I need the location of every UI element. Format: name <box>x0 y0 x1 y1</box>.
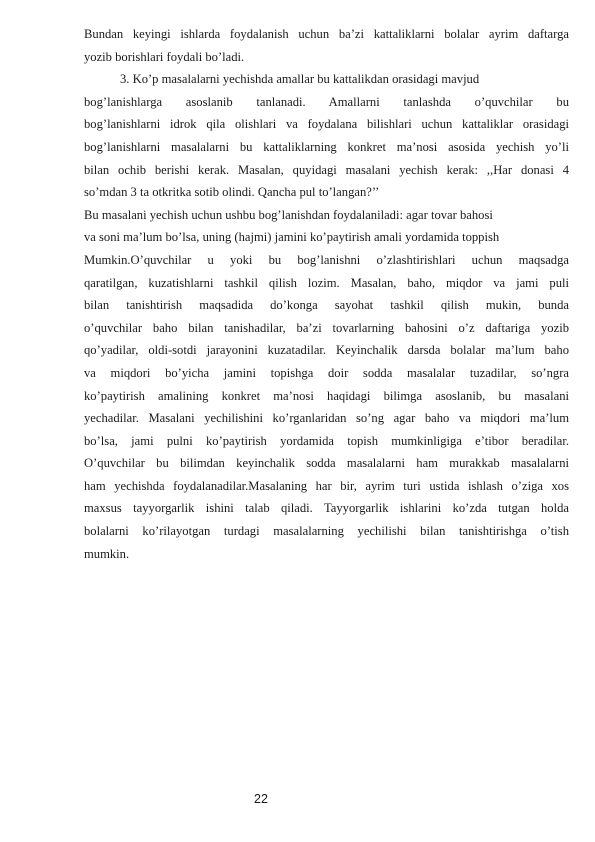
text-line: bilan tanishtirish maqsadida do’konga sayohat tashkil qilish mukin, bunda <box>84 298 569 313</box>
text-line: maxsus tayyorgarlik ishini talab qiladi. Tayyorgarlik ishlarini ko’zda tutgan holda <box>84 501 569 516</box>
text-line: ko’paytirish amalining konkret ma’nosi haqidagi bilimga asoslanib, bu masalani <box>84 388 569 403</box>
text-line: yechadilar. Masalani yechilishini ko’rganlaridan so’ng agar baho va miqdori ma’lum <box>84 411 569 426</box>
text-line: O’quvchilar bu bilimdan keyinchalik sodda masalalarni ham murakkab masalalarni <box>84 456 569 471</box>
text-line: yozib borishlari foydali bo’ladi. <box>84 49 245 64</box>
text-line: Bu masalani yechish uchun ushbu bog’lanishdan foydalaniladi: agar tovar bahosi <box>84 207 493 222</box>
text-line: bo’lsa, jami pulni ko’paytirish yordamida topish mumkinligiga e’tibor beradilar. <box>84 433 569 448</box>
text-line: so’mdan 3 ta otkritka sotib olindi. Qancha pul to’langan?’’ <box>84 185 380 200</box>
text-line: va miqdori bo’yicha jamini topishga doir sodda masalalar tuzadilar, so’ngra <box>84 365 569 380</box>
text-line: ham yechishda foydalanadilar.Masalaning har bir, ayrim turi ustida ishlash o’ziga xos <box>84 478 569 493</box>
text-line: bog’lanishlarni masalalarni bu kattaliklarning konkret ma’nosi asosida yechish yo’li <box>84 139 569 154</box>
text-line: mumkin. <box>84 546 130 561</box>
text-line: va soni ma’lum bo’lsa, uning (hajmi) jamini ko’paytirish amali yordamida toppish <box>84 230 500 245</box>
text-line: bog’lanishlarga asoslanib tanlanadi. Amallarni tanlashda o’quvchilar bu <box>84 94 569 109</box>
text-line: o’quvchilar baho bilan tanishadilar, ba’zi tovarlarning bahosini o’z daftariga yozib <box>84 320 569 335</box>
text-line: bilan ochib berishi kerak. Masalan, quyidagi masalani yechish kerak: ,,Har donasi 4 <box>84 162 569 177</box>
text-line: bog’lanishlarni idrok qila olishlari va foydalana bilishlari uchun kattaliklar orasidagi <box>84 117 569 132</box>
text-line: Bundan keyingi ishlarda foydalanish uchun ba’zi kattaliklarni bolalar ayrim daftarga <box>84 27 569 41</box>
text-line: qo’yadilar, oldi-sotdi jarayonini kuzatadilar. Keyinchalik darsda bolalar ma’lum baho <box>84 343 569 358</box>
body-text <box>84 23 569 565</box>
text-line: bolalarni ko’rilayotgan turdagi masalalarning yechilishi bilan tanishtirishga o’tish <box>84 524 569 539</box>
text-line: qaratilgan, kuzatishlarni tashkil qilish lozim. Masalan, baho, miqdor va jami puli <box>84 275 569 290</box>
text-line: 3. Ko’p masalalarni yechishda amallar bu kattalikdan orasidagi mavjud <box>120 72 480 87</box>
text-line: Mumkin.O’quvchilar u yoki bu bog’lanishni o’zlashtirishlari uchun maqsadga <box>84 252 569 267</box>
page-number: 22 <box>254 792 268 806</box>
